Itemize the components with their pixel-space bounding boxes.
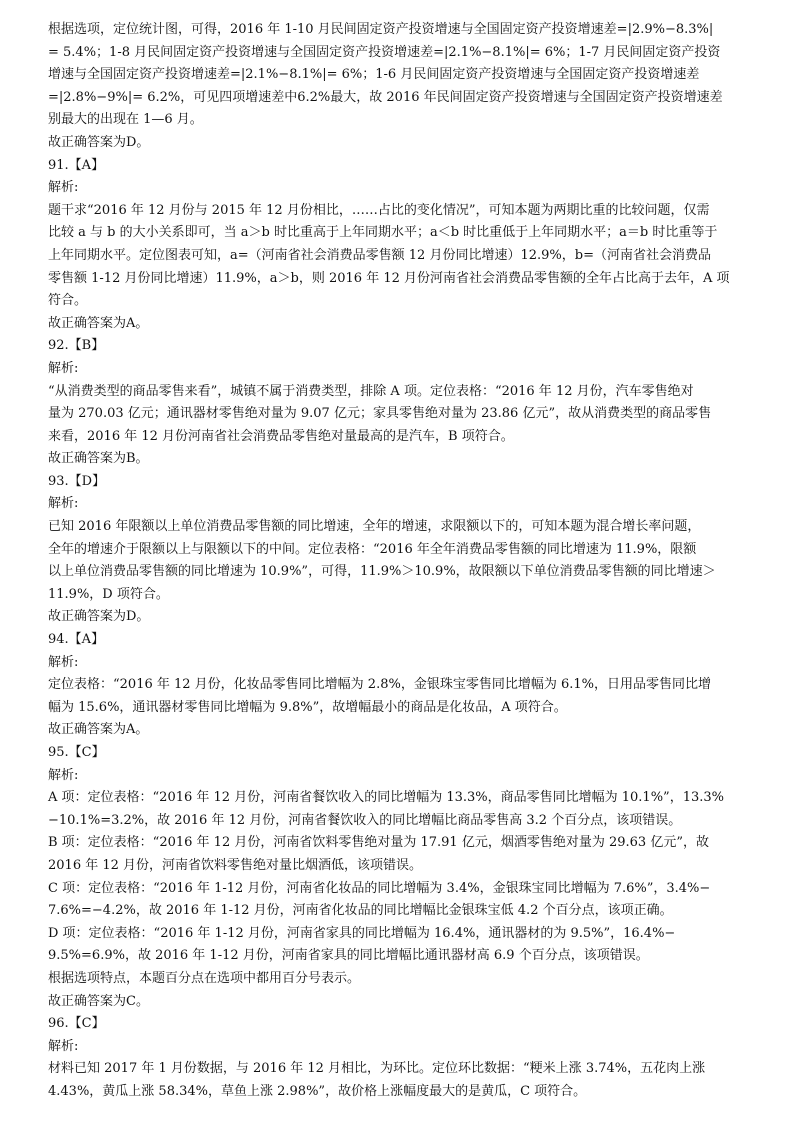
text-line: −10.1%=3.2%，故 2016 年 12 月份，河南省餐饮收入的同比增幅比商品零售高 3.2 个百分点，该项错误。	[48, 812, 682, 828]
text-line: 比较 a 与 b 的大小关系即可，当 a＞b 时比重高于上年同期水平；a＜b 时比重低于上年同期水平；a＝b 时比重等于	[48, 225, 718, 241]
text-line: 根据选项，定位统计图，可得，2016 年 1-10 月民间固定资产投资增速与全国固定资产投资增速差=|2.9%−8.3%|	[48, 22, 714, 37]
text-line: 量为 270.03 亿元；通讯器材零售绝对量为 9.07 亿元；家具零售绝对量为 23.86 亿元”，故从消费类型的商品零售	[48, 406, 712, 422]
question-heading: 94.【A】	[48, 632, 105, 648]
text-line: 来看，2016 年 12 月份河南省社会消费品零售绝对量最高的是汽车，B 项符合。	[48, 428, 514, 444]
answer-line: 故正确答案为D。	[48, 134, 150, 150]
text-line: A 项：定位表格：“2016 年 12 月份，河南省餐饮收入的同比增幅为 13.3%，商品零售同比增幅为 10.1%”，13.3%	[48, 790, 724, 806]
analysis-label: 解析:	[48, 360, 79, 376]
answer-line: 故正确答案为D。	[48, 609, 150, 625]
text-line: “从消费类型的商品零售来看”，城镇不属于消费类型，排除 A 项。定位表格：“2016 年 12 月份，汽车零售绝对	[48, 383, 694, 399]
question-heading: 92.【B】	[48, 338, 105, 354]
question-heading: 96.【C】	[48, 1016, 105, 1032]
answer-line: 故正确答案为C。	[48, 993, 149, 1009]
text-line: 增速与全国固定资产投资增速差=|2.1%−8.1%|= 6%；1-6 月民间固定资产投资增速与全国固定资产投资增速差	[48, 67, 700, 83]
text-line: B 项：定位表格：“2016 年 12 月份，河南省饮料零售绝对量为 17.91 亿元，烟酒零售绝对量为 29.63 亿元”，故	[48, 835, 709, 851]
text-line: 根据选项特点，本题百分点在选项中都用百分号表示。	[48, 970, 361, 986]
analysis-label: 解析:	[48, 180, 79, 196]
text-line: 已知 2016 年限额以上单位消费品零售额的同比增速，全年的增速，求限额以下的，可知本题为混合增长率问题，	[48, 519, 701, 535]
text-line: 7.6%=−4.2%，故 2016 年 1-12 月份，河南省化妆品的同比增幅比金银珠宝低 4.2 个百分点，该项正确。	[48, 903, 673, 919]
text-line: 4.43%，黄瓜上涨 58.34%，草鱼上涨 2.98%”，故价格上涨幅度最大的是黄瓜，C 项符合。	[48, 1083, 587, 1099]
text-line: 定位表格：“2016 年 12 月份，化妆品零售同比增幅为 2.8%，金银珠宝零售同比增幅为 6.1%，日用品零售同比增	[48, 677, 711, 693]
text-line: 题干求“2016 年 12 月份与 2015 年 12 月份相比，……占比的变化情况”，可知本题为两期比重的比较问题，仅需	[48, 202, 710, 218]
text-line: 别最大的出现在 1—6 月。	[48, 112, 203, 128]
question-heading: 95.【C】	[48, 745, 105, 760]
analysis-label: 解析:	[48, 654, 79, 670]
text-line: 全年的增速介于限额以上与限额以下的中间。定位表格：“2016 年全年消费品零售额的同比增速为 11.9%，限额	[48, 541, 697, 557]
text-line: 材料已知 2017 年 1 月份数据，与 2016 年 12 月相比，为环比。定位环比数据：“粳米上涨 3.74%，五花肉上涨	[48, 1061, 706, 1077]
text-line: = 5.4%；1-8 月民间固定资产投资增速与全国固定资产投资增速差=|2.1%−8.1%|= 6%；1-7 月民间固定资产投资	[48, 44, 721, 60]
text-line: =|2.8%−9%|= 6.2%，可见四项增速差中6.2%最大，故 2016 年民间固定资产投资增速与全国固定资产投资增速差	[48, 89, 723, 105]
text-line: 幅为 15.6%，通讯器材零售同比增幅为 9.8%”，故增幅最小的商品是化妆品，A 项符合。	[48, 699, 567, 715]
text-line: 符合。	[48, 293, 88, 309]
answer-line: 故正确答案为A。	[48, 722, 149, 738]
text-line: 零售额 1-12 月份同比增速）11.9%，a＞b，则 2016 年 12 月份河南省社会消费品零售额的全年占比高于去年，A 项	[48, 270, 730, 286]
question-heading: 91.【A】	[48, 157, 105, 173]
analysis-label: 解析:	[48, 767, 79, 783]
text-line: 11.9%，D 项符合。	[48, 586, 169, 602]
text-line: C 项：定位表格：“2016 年 1-12 月份，河南省化妆品的同比增幅为 3.4%，金银珠宝同比增幅为 7.6%”，3.4%−	[48, 880, 711, 896]
answer-line: 故正确答案为B。	[48, 451, 149, 467]
answer-line: 故正确答案为A。	[48, 315, 149, 331]
text-line: 以上单位消费品零售额的同比增速为 10.9%”，可得，11.9%＞10.9%，故限额以下单位消费品零售额的同比增速＞	[48, 564, 716, 580]
document-body	[48, 19, 766, 1104]
text-line: D 项：定位表格：“2016 年 1-12 月份，河南省家具的同比增幅为 16.4%，通讯器材的为 9.5%”，16.4%−	[48, 925, 676, 941]
text-line: 9.5%=6.9%，故 2016 年 1-12 月份，河南省家具的同比增幅比通讯器材高 6.9 个百分点，该项错误。	[48, 948, 649, 964]
analysis-label: 解析:	[48, 496, 79, 512]
text-line: 上年同期水平。定位图表可知，a=（河南省社会消费品零售额 12 月份同比增速）12.9%，b=（河南省社会消费品	[48, 247, 711, 263]
analysis-label: 解析:	[48, 1038, 79, 1054]
text-line: 2016 年 12 月份，河南省饮料零售绝对量比烟酒低，该项错误。	[48, 857, 423, 873]
question-heading: 93.【D】	[48, 473, 106, 489]
